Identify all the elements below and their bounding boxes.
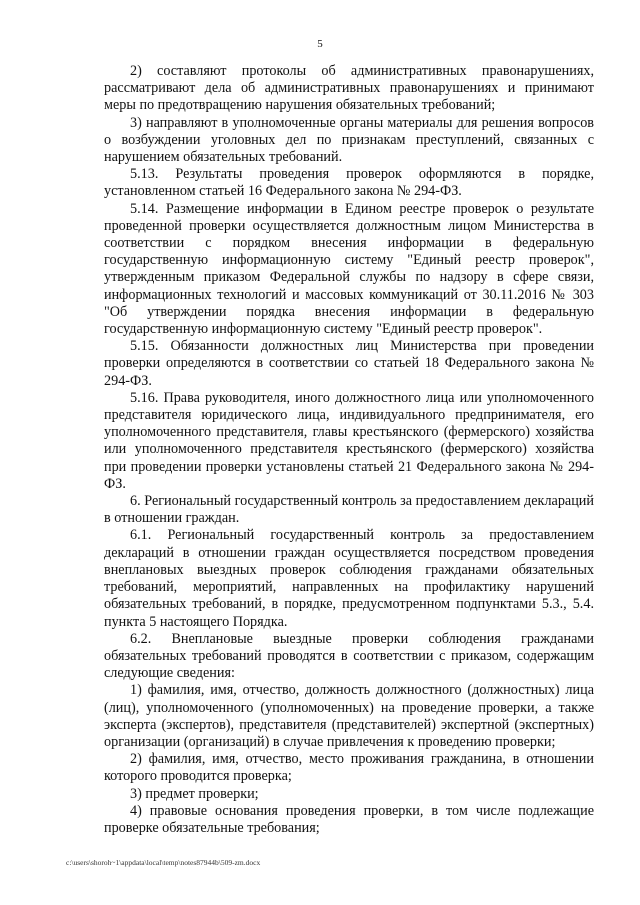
paragraph: 5.15. Обязанности должностных лиц Министерства при проведении проверки определяются в соответствии со статьей 18 Федерального закона № 294-ФЗ. <box>104 338 594 389</box>
page-number: 5 <box>317 38 323 50</box>
list-item: 4) правовые основания проведения проверки, в том числе подлежащие проверке обязательные требования; <box>104 802 594 836</box>
paragraph: 6.1. Региональный государственный контроль за предоставлением деклараций в отношении граждан осуществляется посредством проведения внеплановых выездных проверок соблюдения гражданами обязательных требований, мероприятий, направленных на профилактику нарушений обязательных требований, в порядке, предусмотренном подпунктами 5.3., 5.4. пункта 5 настоящего Порядка. <box>104 527 594 630</box>
paragraph: 6.2. Внеплановые выездные проверки соблюдения гражданами обязательных требований проводятся в соответствии с приказом, содержащим следующие сведения: <box>104 630 594 682</box>
list-item: 1) фамилия, имя, отчество, должность должностного (должностных) лица (лиц), уполномоченного (уполномоченных) на проведение проверки, а также эксперта (экспертов), представителя (представителей) экспертной (экспертных) организации (организаций) в случае привлечения к проведению проверки; <box>104 682 594 750</box>
document-body <box>104 63 594 837</box>
list-item: 2) фамилия, имя, отчество, место проживания гражданина, в отношении которого проводится проверка; <box>104 751 594 785</box>
paragraph: 5.14. Размещение информации в Едином реестре проверок о результате проведенной проверки осуществляется должностным лицом Министерства в соответствии с порядком внесения информации в федеральную государственную информационную систему "Единый реестр проверок", утвержденным приказом Федеральной службы по надзору в сфере связи, информационных технологий и массовых коммуникаций от 30.11.2016 № 303 "Об утверждении порядка внесения информации в федеральную государственную информационную систему "Единый реестр проверок". <box>104 200 594 338</box>
footer-file-path: c:\users\shoroh~1\appdata\local\temp\notes87944b\509-zm.docx <box>66 858 261 867</box>
paragraph: 5.13. Результаты проведения проверок оформляются в порядке, установленном статьей 16 Федерального закона № 294-ФЗ. <box>104 166 594 200</box>
paragraph: 5.16. Права руководителя, иного должностного лица или уполномоченного представителя юридического лица, индивидуального предпринимателя, его уполномоченного представителя, главы крестьянского (фермерского) хозяйства или уполномоченного представителя крестьянского (фермерского) хозяйства при проведении проверки установлены статьей 21 Федерального закона № 294-ФЗ. <box>104 389 594 492</box>
list-item: 3) предмет проверки; <box>130 785 259 802</box>
paragraph: 2) составляют протоколы об административных правонарушениях, рассматривают дела об административных правонарушениях и принимают меры по предотвращению нарушения обязательных требований; <box>104 63 594 114</box>
paragraph: 3) направляют в уполномоченные органы материалы для решения вопросов о возбуждении уголовных дел по признакам преступлений, связанных с нарушением обязательных требований. <box>104 114 594 166</box>
section-heading-paragraph: 6. Региональный государственный контроль за предоставлением деклараций в отношении граждан. <box>104 493 594 527</box>
